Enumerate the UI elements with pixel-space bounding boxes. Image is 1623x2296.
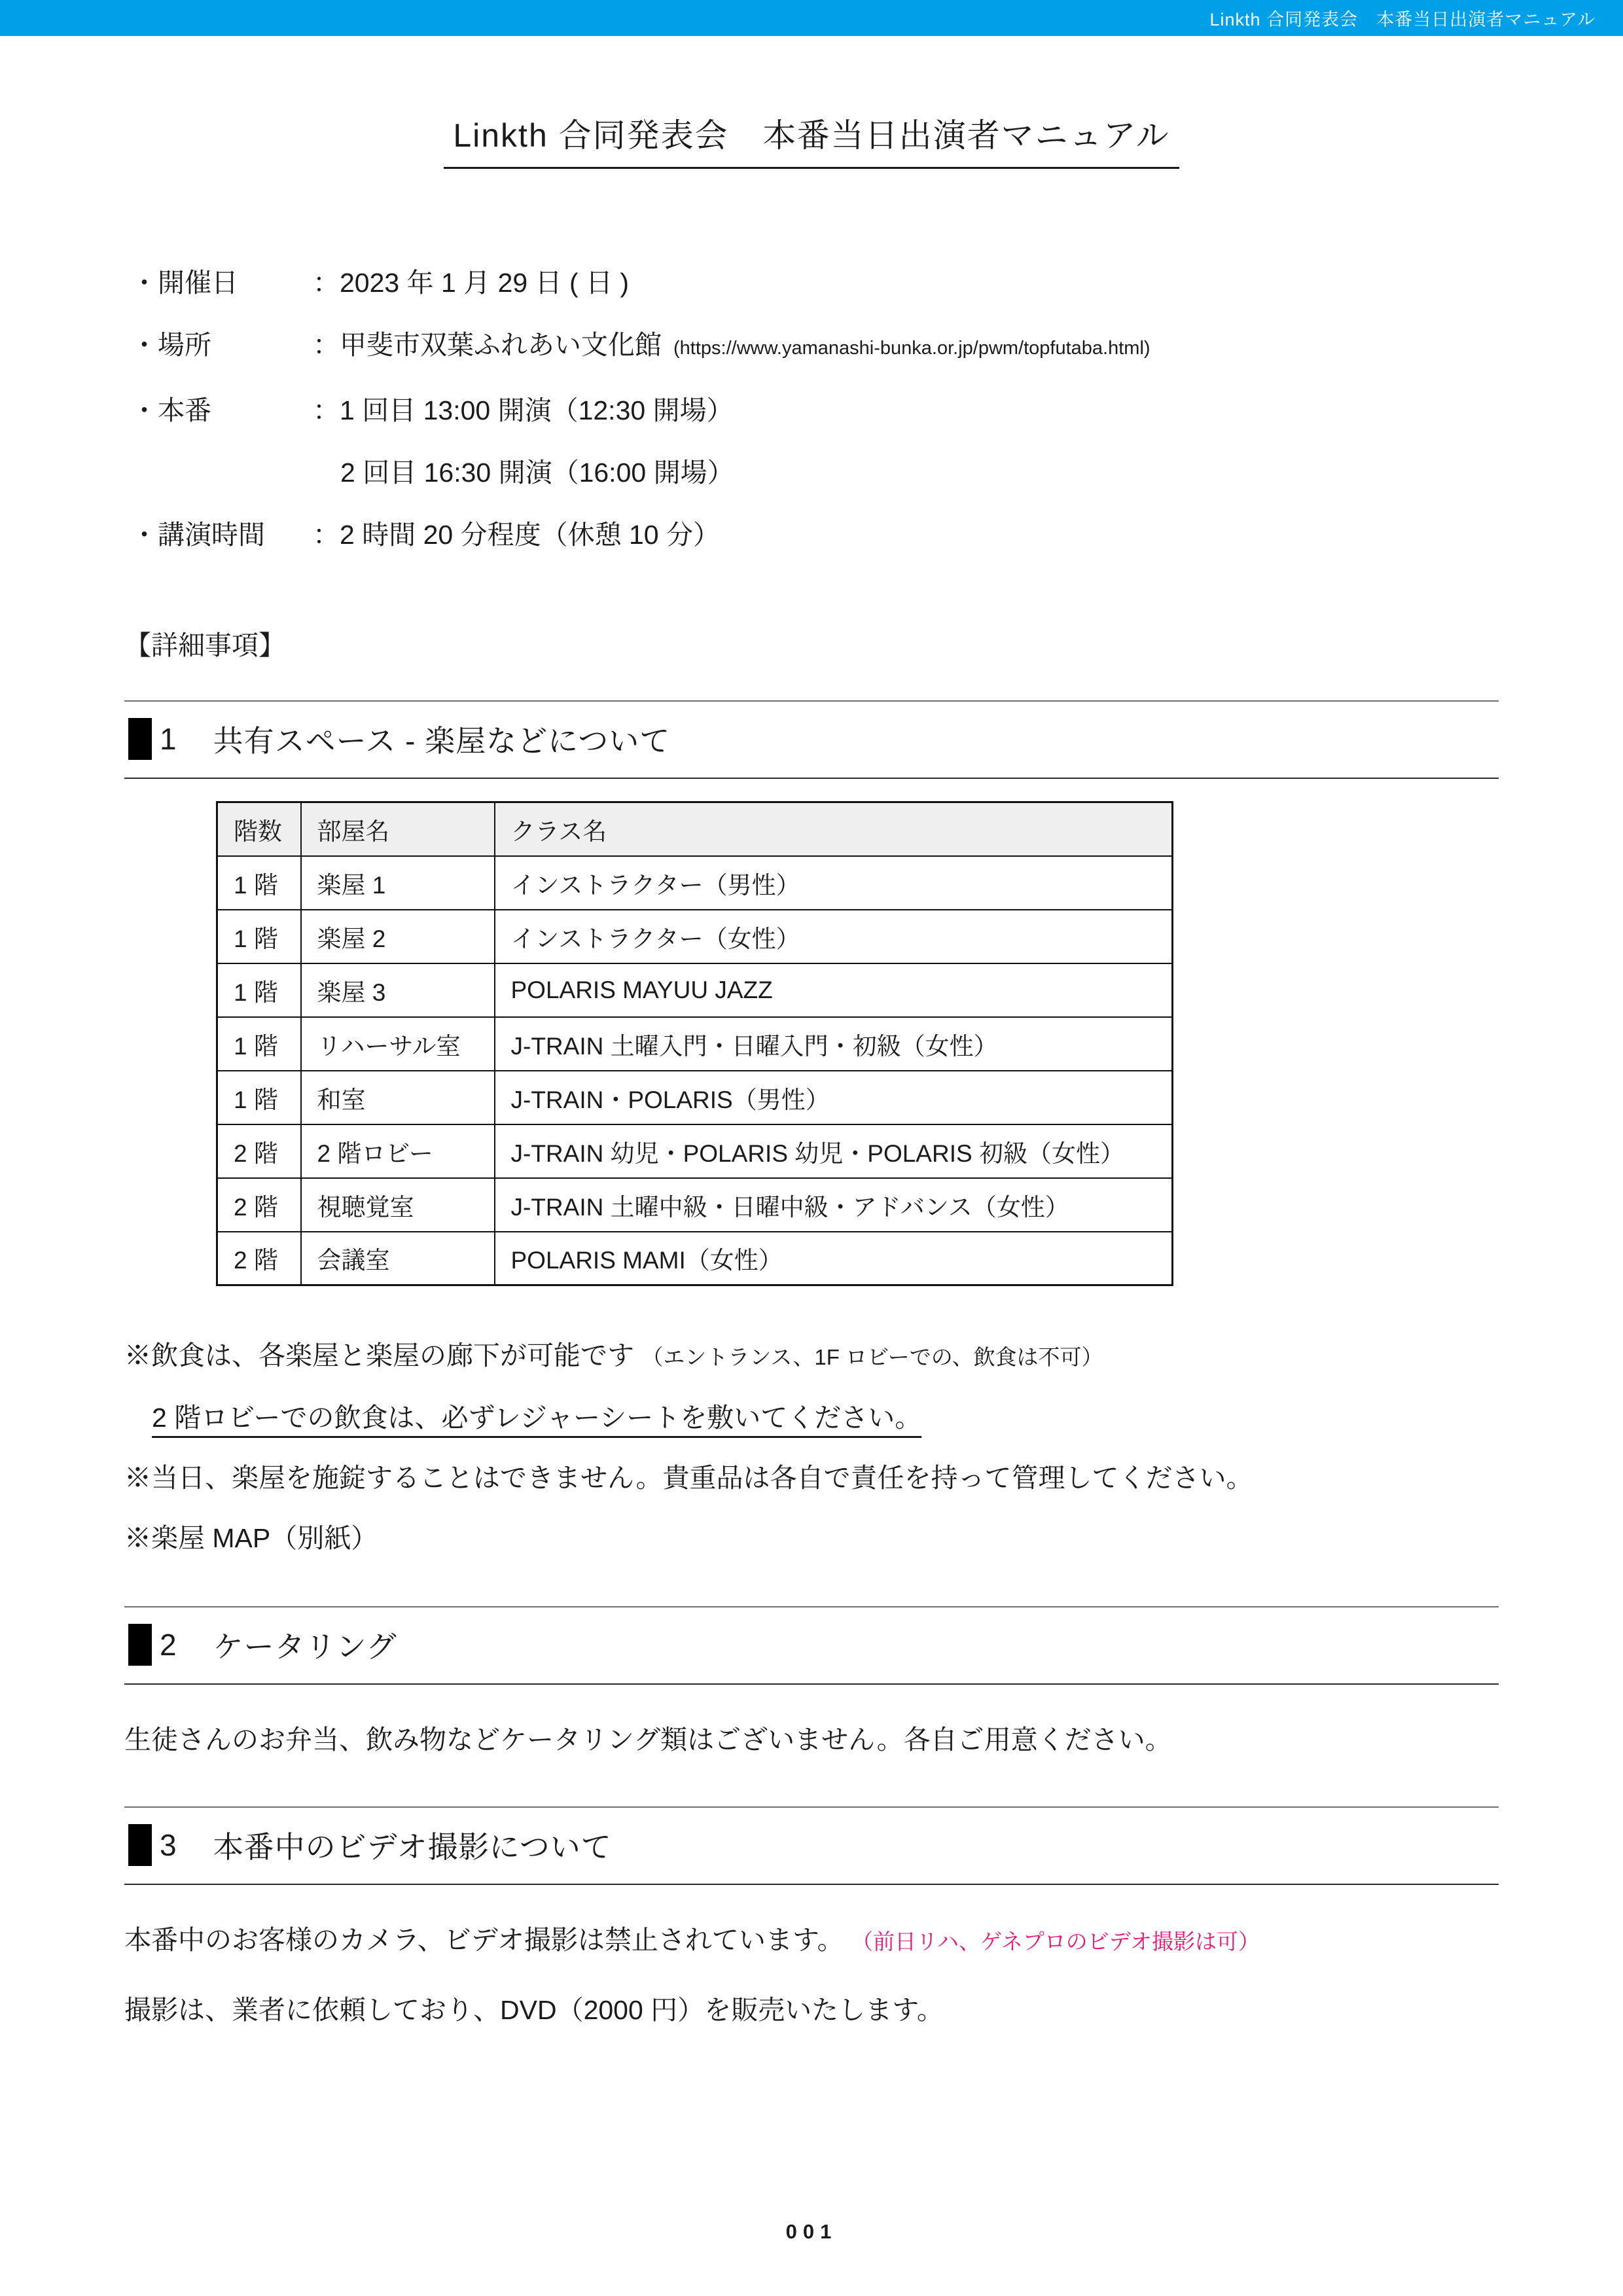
info-value: 甲斐市双葉ふれあい文化館	[340, 330, 662, 360]
column-header-floor: 階数	[217, 802, 301, 856]
info-row-showtimes	[131, 395, 1499, 426]
info-row-date	[131, 267, 1499, 298]
page-title: Linkth 合同発表会 本番当日出演者マニュアル	[444, 109, 1179, 169]
cell-class: POLARIS MAMI（女性）	[495, 1232, 1173, 1285]
info-label: ・開催日	[131, 268, 238, 298]
section-number: 2	[160, 1628, 177, 1662]
venue-url-link[interactable]: (https://www.yamanashi-bunka.or.jp/pwm/topfutaba.html)	[673, 338, 1150, 359]
info-value: 2 時間 20 分程度（休憩 10 分）	[340, 520, 720, 550]
cell-floor: 1 階	[217, 856, 301, 910]
section2-body: 生徒さんのお弁当、飲み物などケータリング類はございません。各自ご用意ください。	[124, 1725, 1172, 1755]
info-colon: ：	[313, 395, 340, 425]
cell-floor: 2 階	[217, 1124, 301, 1178]
cell-floor: 2 階	[217, 1178, 301, 1232]
table-row	[217, 1232, 1173, 1285]
info-row-place	[131, 329, 1499, 364]
cell-class: J-TRAIN 土曜入門・日曜入門・初級（女性）	[495, 1017, 1173, 1071]
cell-room: 会議室	[301, 1232, 495, 1285]
cell-room: 視聴覚室	[301, 1178, 495, 1232]
table-row	[217, 1071, 1173, 1124]
cell-floor: 1 階	[217, 1017, 301, 1071]
room-assignment-table	[216, 801, 1173, 1286]
note-no-lock: ※当日、楽屋を施錠することはできません。貴重品は各自で責任を持って管理してください。	[124, 1463, 1253, 1493]
table-row	[217, 1017, 1173, 1071]
topbar-title: Linkth 合同発表会 本番当日出演者マニュアル	[1209, 10, 1596, 29]
cell-class: J-TRAIN 土曜中級・日曜中級・アドバンス（女性）	[495, 1178, 1173, 1232]
section3-heading	[124, 1806, 1499, 1885]
cell-class: J-TRAIN 幼児・POLARIS 幼児・POLARIS 初級（女性）	[495, 1124, 1173, 1178]
info-colon: ：	[313, 520, 340, 550]
note-paren-text: （エントランス、1F ロビーでの、飲食は不可）	[641, 1345, 1103, 1369]
cell-room: 楽屋 2	[301, 910, 495, 963]
table-row	[217, 856, 1173, 910]
table-row	[217, 963, 1173, 1017]
black-square-marker-icon	[128, 718, 152, 760]
cell-class: インストラクター（女性）	[495, 910, 1173, 963]
cell-floor: 1 階	[217, 963, 301, 1017]
note-map: ※楽屋 MAP（別紙）	[124, 1523, 378, 1553]
section1-notes	[124, 1340, 1499, 1554]
cell-class: インストラクター（男性）	[495, 856, 1173, 910]
info-value: 2023 年 1 月 29 日 ( 日 )	[340, 268, 630, 298]
info-label: ・講演時間	[131, 520, 265, 550]
info-row-showtimes-line2: 2 回目 16:30 開演（16:00 開場）	[340, 457, 734, 488]
cell-room: 2 階ロビー	[301, 1124, 495, 1178]
section2-heading	[124, 1606, 1499, 1685]
section-title: 本番中のビデオ撮影について	[213, 1830, 612, 1864]
info-row-duration	[131, 519, 1499, 550]
page-number: 001	[785, 2220, 838, 2243]
cell-room: 楽屋 1	[301, 856, 495, 910]
info-label: ・本番	[131, 395, 211, 425]
video-prohibited-text: 本番中のお客様のカメラ、ビデオ撮影は禁止されています。	[124, 1925, 844, 1955]
page-footer	[0, 2220, 1623, 2244]
section-title: 共有スペース - 楽屋などについて	[213, 724, 671, 758]
topbar	[0, 0, 1623, 36]
table-header-row	[217, 802, 1173, 856]
title-wrap	[0, 109, 1623, 169]
section-title: ケータリング	[213, 1630, 397, 1664]
note-text: ※飲食は、各楽屋と楽屋の廊下が可能です	[124, 1340, 634, 1371]
section1-heading	[124, 700, 1499, 779]
cell-class: J-TRAIN・POLARIS（男性）	[495, 1071, 1173, 1124]
info-colon: ：	[313, 330, 340, 360]
section-number: 3	[160, 1828, 177, 1862]
video-prohibited-line	[124, 1924, 1499, 1958]
cell-room: 楽屋 3	[301, 963, 495, 1017]
info-colon: ：	[313, 268, 340, 298]
cell-class: POLARIS MAYUU JAZZ	[495, 963, 1173, 1017]
event-info-list	[131, 267, 1499, 550]
dvd-sale-line: 撮影は、業者に依頼しており、DVD（2000 円）を販売いたします。	[124, 1995, 944, 2025]
note-food-drink	[124, 1340, 1499, 1373]
table-row	[217, 1178, 1173, 1232]
cell-floor: 2 階	[217, 1232, 301, 1285]
section3-body	[124, 1924, 1499, 2026]
details-section-label: 【詳細事項】	[124, 630, 285, 660]
cell-room: リハーサル室	[301, 1017, 495, 1071]
table-row	[217, 910, 1173, 963]
column-header-room: 部屋名	[301, 802, 495, 856]
page-content	[0, 267, 1623, 2026]
info-value: 1 回目 13:00 開演（12:30 開場）	[340, 395, 734, 425]
rehearsal-ok-note: （前日リハ、ゲネプロのビデオ撮影は可）	[851, 1929, 1260, 1954]
info-label: ・場所	[131, 330, 211, 360]
section-number: 1	[160, 722, 177, 756]
column-header-class: クラス名	[495, 802, 1173, 856]
table-row	[217, 1124, 1173, 1178]
cell-room: 和室	[301, 1071, 495, 1124]
cell-floor: 1 階	[217, 1071, 301, 1124]
cell-floor: 1 階	[217, 910, 301, 963]
black-square-marker-icon	[128, 1624, 152, 1666]
black-square-marker-icon	[128, 1824, 152, 1866]
note-lobby-sheet: 2 階ロビーでの飲食は、必ずレジャーシートを敷いてください。	[152, 1403, 922, 1433]
